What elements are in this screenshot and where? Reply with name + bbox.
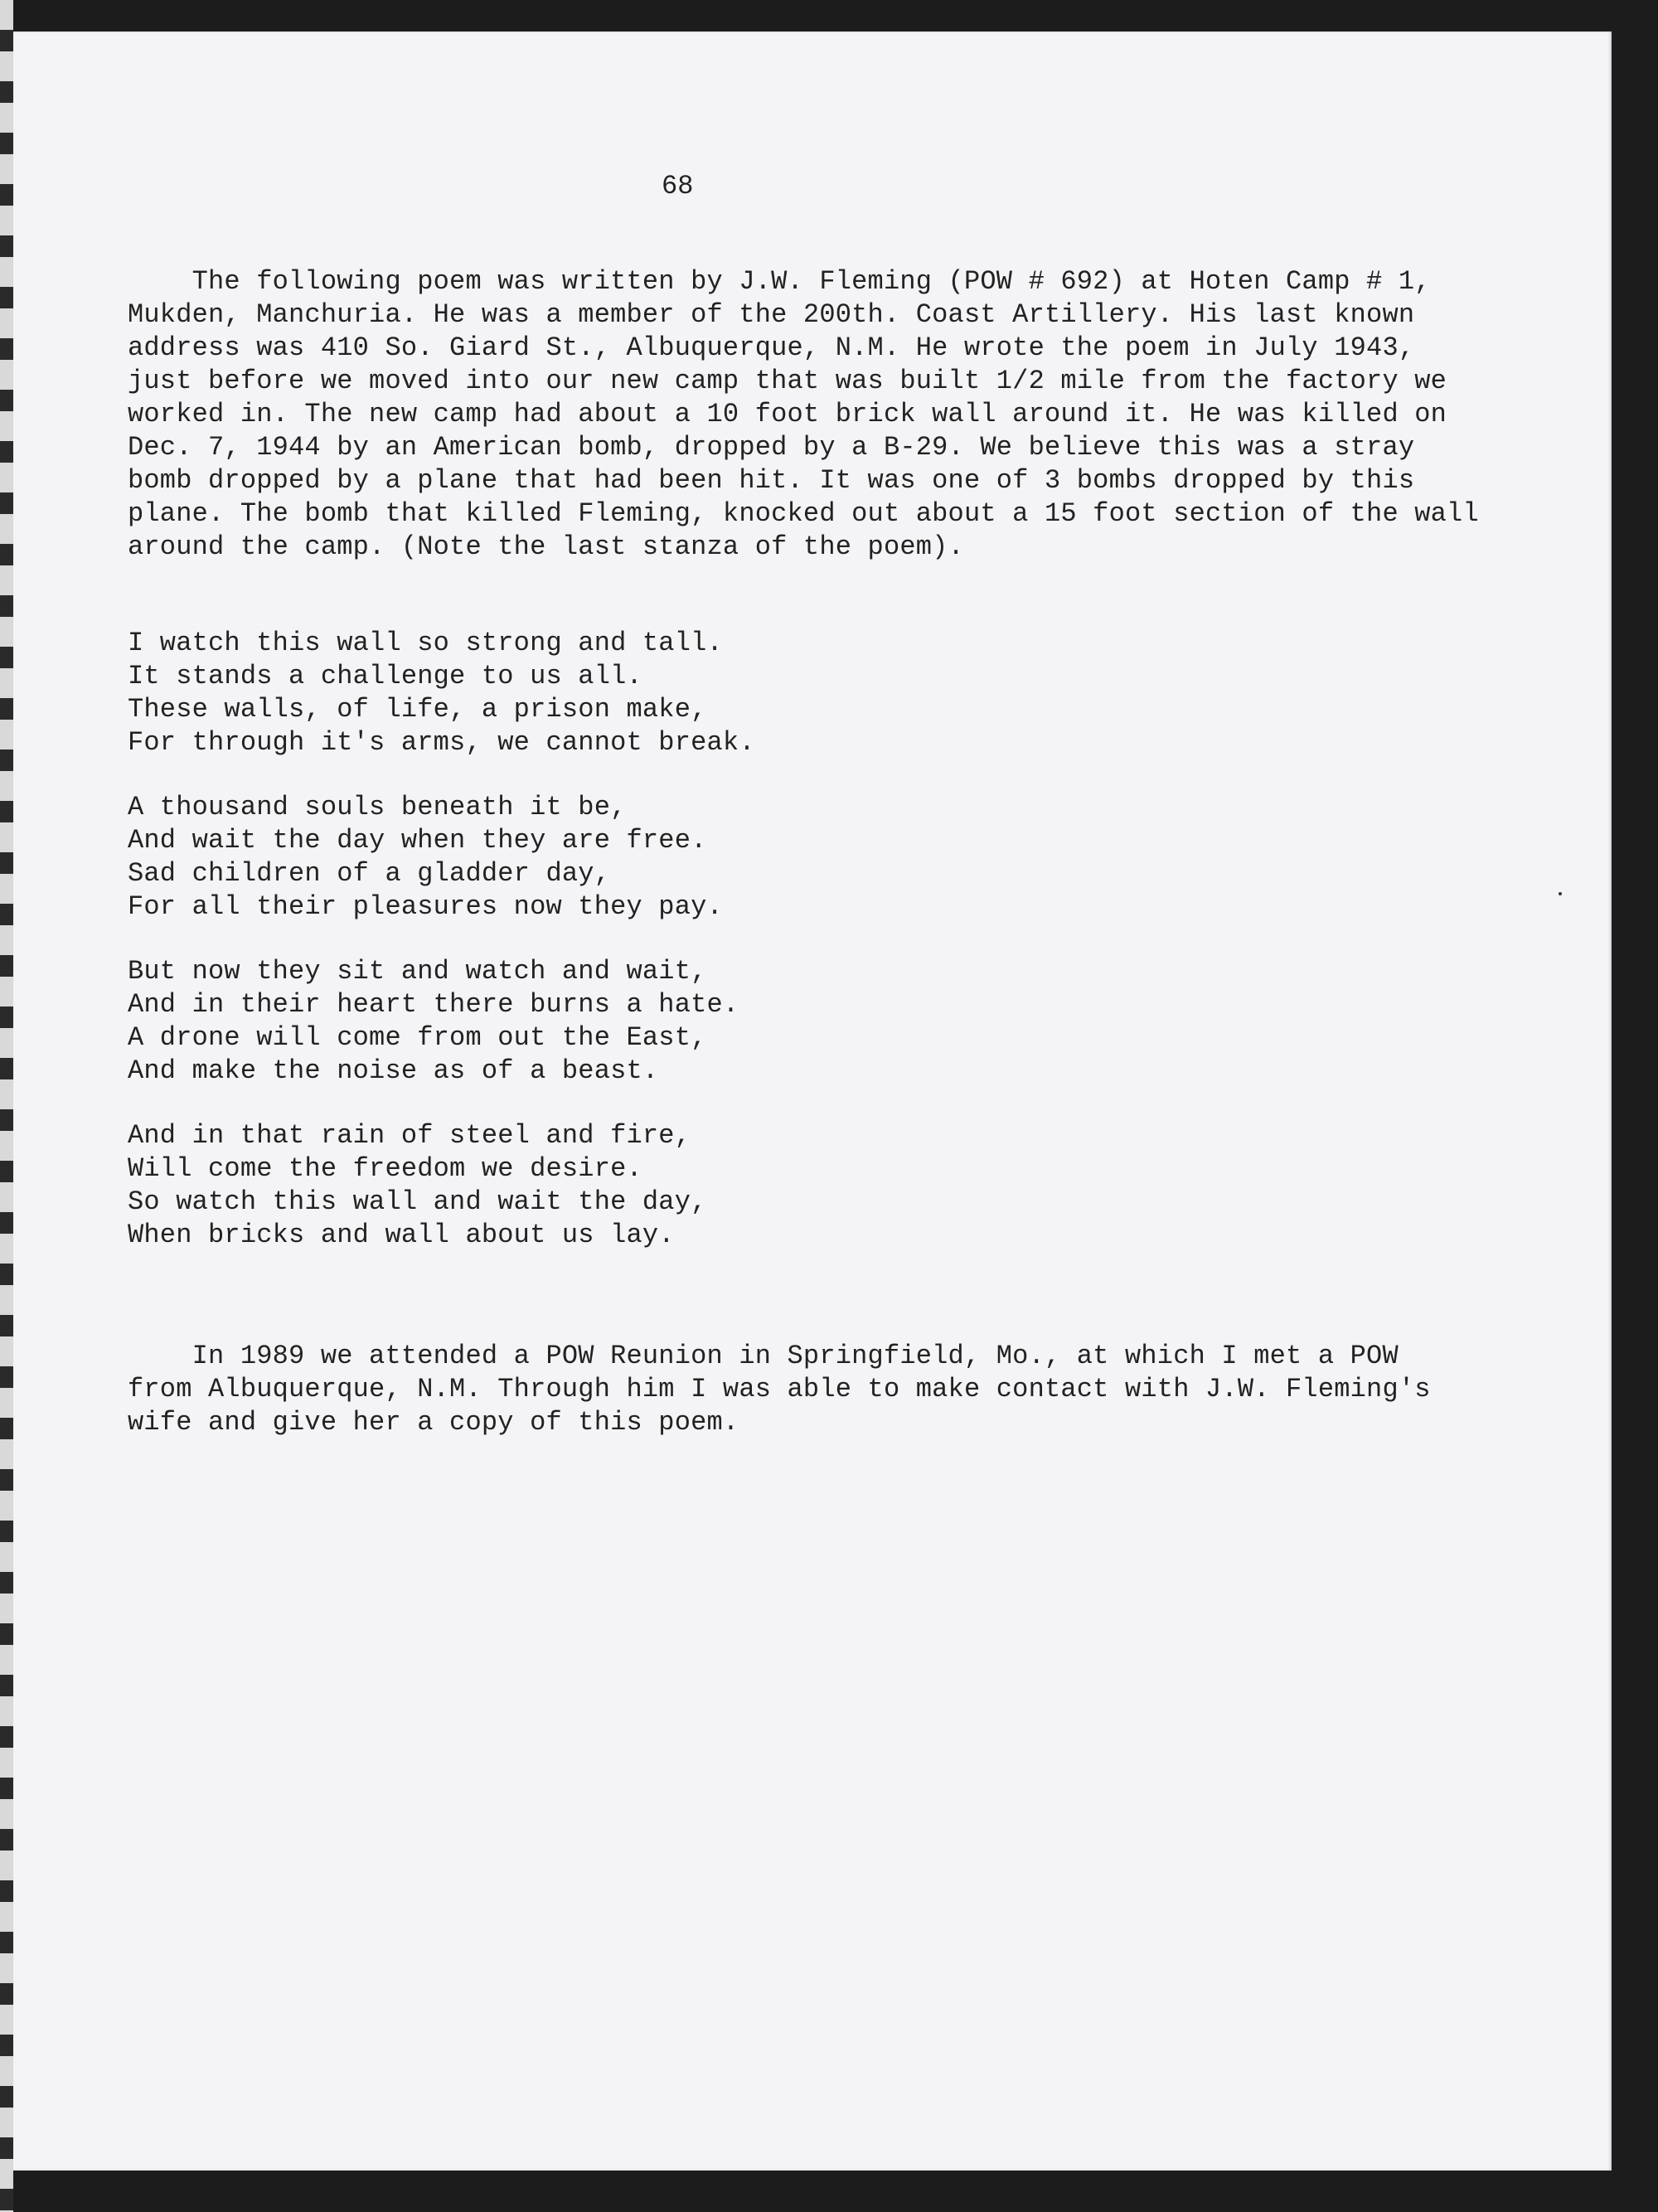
document-page: [13, 32, 1612, 2171]
poem-line: And make the noise as of a beast.: [128, 1055, 659, 1086]
poem-line: A drone will come from out the East,: [128, 1022, 707, 1053]
poem-line: And in that rain of steel and fire,: [128, 1120, 691, 1151]
intro-line: just before we moved into our new camp that was built 1/2 mile from the factory we: [128, 366, 1447, 396]
intro-line: plane. The bomb that killed Fleming, knocked out about a 15 foot section of the wall: [128, 498, 1479, 529]
poem-line: But now they sit and watch and wait,: [128, 956, 707, 987]
binding-spine: [0, 0, 13, 2212]
poem-stanza: [128, 1119, 755, 1252]
intro-line: worked in. The new camp had about a 10 foot brick wall around it. He was killed on: [128, 399, 1447, 429]
closing-line: from Albuquerque, N.M. Through him I was able to make contact with J.W. Fleming's: [128, 1374, 1431, 1404]
closing-line: wife and give her a copy of this poem.: [128, 1407, 739, 1438]
poem-line: And in their heart there burns a hate.: [128, 989, 739, 1020]
poem-line: So watch this wall and wait the day,: [128, 1186, 707, 1217]
poem-line: A thousand souls beneath it be,: [128, 792, 627, 822]
intro-line: The following poem was written by J.W. Fleming (POW # 692) at Hoten Camp # 1,: [128, 266, 1431, 297]
poem-line: When bricks and wall about us lay.: [128, 1220, 675, 1250]
poem-line: These walls, of life, a prison make,: [128, 694, 707, 725]
closing-paragraph: [128, 1340, 1431, 1439]
poem-line: I watch this wall so strong and tall.: [128, 628, 723, 658]
page-number: 68: [662, 171, 694, 201]
poem: [128, 627, 755, 1283]
poem-line: Will come the freedom we desire.: [128, 1153, 642, 1184]
intro-paragraph: [128, 265, 1479, 564]
poem-stanza: [128, 791, 755, 924]
intro-line: Dec. 7, 1944 by an American bomb, dropped by a B-29. We believe this was a stray: [128, 432, 1415, 463]
poem-line: For through it's arms, we cannot break.: [128, 727, 755, 758]
poem-line: It stands a challenge to us all.: [128, 661, 642, 691]
poem-stanza: [128, 955, 755, 1088]
poem-stanza: [128, 627, 755, 759]
paper-speck: [1559, 892, 1562, 895]
poem-line: And wait the day when they are free.: [128, 825, 707, 856]
intro-line: bomb dropped by a plane that had been hit. It was one of 3 bombs dropped by this: [128, 465, 1415, 496]
poem-line: Sad children of a gladder day,: [128, 858, 611, 889]
closing-line: In 1989 we attended a POW Reunion in Springfield, Mo., at which I met a POW: [128, 1341, 1399, 1371]
intro-line: address was 410 So. Giard St., Albuquerque, N.M. He wrote the poem in July 1943,: [128, 332, 1415, 363]
intro-line: around the camp. (Note the last stanza of the poem).: [128, 531, 964, 562]
intro-line: Mukden, Manchuria. He was a member of the 200th. Coast Artillery. His last known: [128, 299, 1415, 330]
poem-line: For all their pleasures now they pay.: [128, 891, 723, 922]
